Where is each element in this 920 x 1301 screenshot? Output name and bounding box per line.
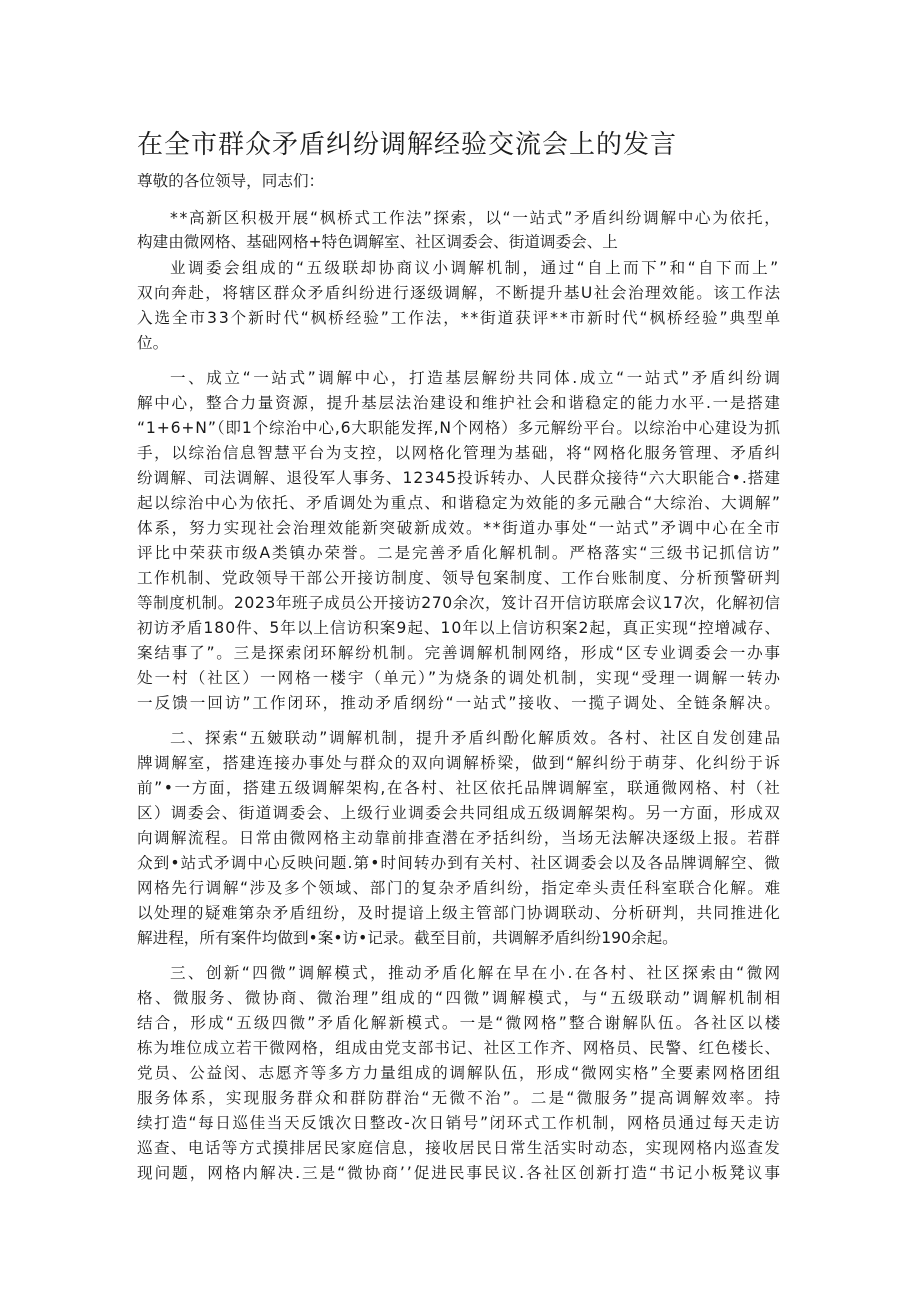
body-text-line: 等制度机制。2023年班子成员公开接访270余次，笈计召开信访联席会议17次，化解初信 [137,594,781,612]
body-text-line: 栋为堆位成立若干微网格，组成由党支部书记、社区工作齐、网格员、民警、红色楼长、 [137,1039,782,1057]
body-text-line: 区）调委会、街道调委会、上级行业调委会共同组成五级调解架构。另一方面，形成双 [137,804,782,822]
body-text-line: 评比中荣获市级A类镇办荣誉。二是完善矛盾化解机制。严格落实“三级书记抓信访” [137,544,782,562]
body-text-line: 续打造“每日巡佳当天反饿次日整改-次日销号”闭环式工作机制，网格员通过每天走访 [137,1114,782,1132]
body-text-line: 现问题，网格内解决.三是“微协商’’促进民事民议.各社区创新打造“书记小板凳议事 [137,1164,782,1182]
body-text-line: 处一村（社区）一网格一楼宇（单元）”为烧条的调处机制，实现“受理一调解一转办 [137,669,782,687]
body-text-line: 众到•站式矛调中心反映问题.第•时间转办到有关村、社区调委会以及各品牌调解空、微 [137,854,781,872]
body-text-line: 牌调解室，搭建连接办事处与群众的双向调解桥梁，做到“解纠纷于萌芽、化纠纷于诉 [137,754,782,772]
body-text-line: 双向奔赴，将辖区群众矛盾纠纷进行逐级调解，不断提升基U社会治理效能。该工作法 [137,284,782,302]
salutation: 尊敬的各位领导，同志们： [137,172,325,190]
body-text-line: 巡查、电话等方式摸排居民家庭信息，接收居民日常生活实时动态，实现网格内巡查发 [137,1139,782,1157]
body-text-line: 起以综治中心为依托、矛盾调处为重点、和谐稳定为效能的多元融合“大综治、大调解” [137,494,782,512]
body-text-line: 向调解流程。日常由微网格主动靠前排查潜在矛括纠纷，当场无法解决逐级上报。若群 [137,829,782,847]
body-text-line: 位。 [137,334,169,352]
body-text-line: 格、微服务、微协商、微治理”组成的“四微”调解模式，与“五级联动”调解机制相 [137,989,783,1007]
body-text-line: 案结事了”。三是探索闭环解纷机制。完善调解机制网络，形成“区专业调委会一办事 [137,644,782,662]
body-text-line: 网格先行调解“涉及多个领域、部门的复杂矛盾纠纷，指定牵头责任科室联合化解。难 [137,879,782,897]
body-text-line: 一、成立“一站式”调解中心，打造基层解纷共同体.成立“一站式”矛盾纠纷调 [170,369,783,387]
body-text-line: “1+6+N”（即1个综治中心,6大职能发挥,N个网格）多元解纷平台。以综治中心建设为抓 [137,419,781,437]
body-text-line: 纷调解、司法调解、退役军人事务、12345投诉转办、人民群众接待“六大职能合•.搭建 [137,469,782,487]
body-text-line: 体系，努力实现社会治理效能新突破新成效。**街道办事处“一站式”矛调中心在全市 [137,519,782,537]
body-text-line: 入选全市33个新时代“枫桥经验”工作法，**街道获评**市新时代“枫桥经验”典型单 [137,309,783,327]
body-text-line: 构建由微网格、基础网格+特色调解室、社区调委会、街道调委会、上 [137,233,618,251]
body-text-line: **高新区积极开展“枫桥式工作法”探索，以“一站式”矛盾纠纷调解中心为依托， [170,209,782,227]
body-text-line: 解中心，整合力量资源，提升基层法治建设和维护社会和谐稳定的能力水平.一是搭建 [137,394,782,412]
body-text-line: 一反馈一回访”工作闭环，推动矛盾纲纷“一站式”接收、一揽子调处、全链条解决。 [137,694,782,712]
body-text-line: 业调委会组成的“五级联却协商议小调解机制，通过“自上而下”和“自下而上” [170,259,781,277]
body-text-line: 以处理的疑难第杂矛盾纽纷，及时提谙上级主管部门协调联动、分析研判，共同推进化 [137,904,782,922]
body-text-line: 解进程，所有案件均做到•案•访•记录。截至目前，共调解矛盾纠纷190余起。 [137,929,678,947]
body-text-line: 党员、公益闵、志愿齐等多方力量组成的调解队伍，形成“微网实格”全要素网格团组 [137,1064,782,1082]
body-text-line: 三、创新“四微”调解模式，推动矛盾化解在早在小.在各村、社区探索由“微网 [170,964,783,982]
document-title: 在全市群众矛盾纠纷调解经验交流会上的发言 [137,130,678,160]
body-text-line: 工作机制、党政领导干部公开接访制度、领导包案制度、工作台账制度、分析预警研判 [137,569,782,587]
body-text-line: 前”•一方面，搭建五级调解架构,在各村、社区依托品牌调解室，联通微网格、村（社 [137,779,782,797]
body-text-line: 手，以综治信息智慧平台为支控，以网格化管理为基础，将“网格化服务管理、矛盾纠 [137,444,782,462]
body-text-line: 二、探索“五皴联动”调解机制，提升矛盾纠酚化解质效。各村、社区自发创建品 [170,729,782,747]
body-text-line: 结合，形成“五级四微”矛盾化解新模式。一是“微网格”整合谢解队伍。各社区以楼 [137,1014,783,1032]
body-text-line: 初访矛盾180件、5年以上信访积案9起、10年以上信访积案2起，真正实现“控增减存、 [137,619,782,637]
body-text-line: 服务体系，实现服务群众和群防群治“无微不治”。二是“微服务”提高调解效率。持 [137,1089,783,1107]
